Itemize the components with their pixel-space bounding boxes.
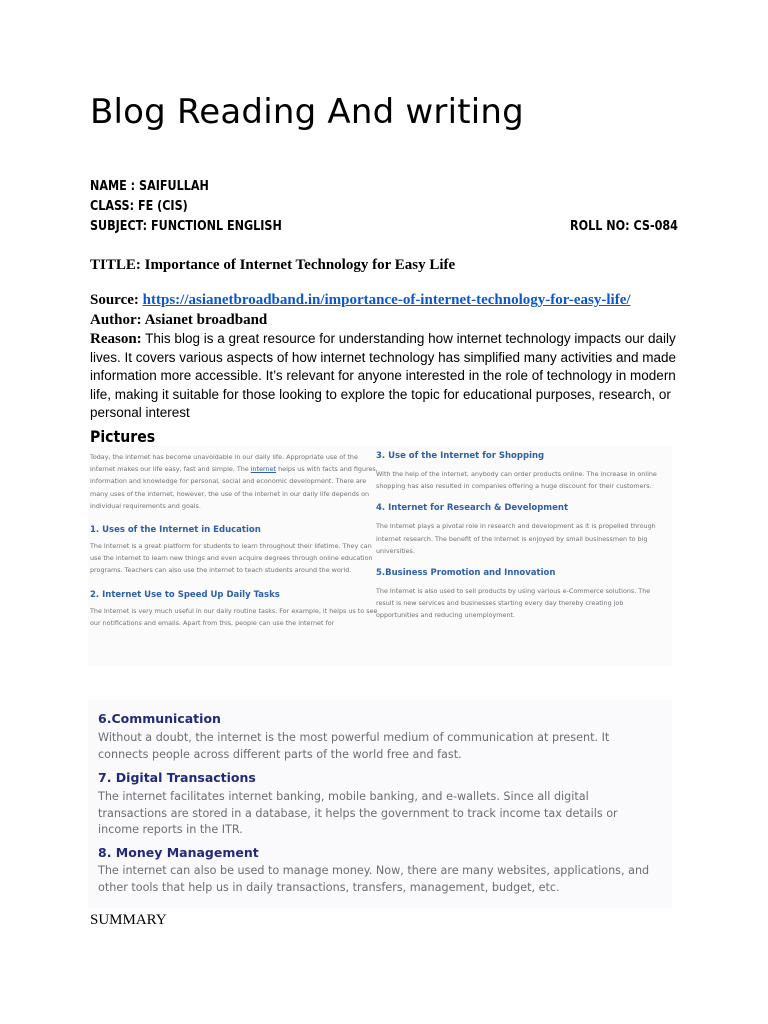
screenshot-right-column [376, 446, 666, 622]
source-label: Source: [90, 292, 139, 308]
intro-paragraph [90, 451, 380, 512]
section-text-transactions: The internet facilitates internet banking, mobile banking, and e-wallets. Since all digital transactions are stored in a database, it helps the government to track income tax details or income reports in the ITR. [98, 790, 618, 836]
student-class: CLASS: FE (CIS) [90, 199, 188, 214]
article-title: TITLE: Importance of Internet Technology for Easy Life [90, 257, 456, 273]
author-line: Author: Asianet broadband [90, 312, 268, 328]
intro-text-a: Today, the internet has become unavoidable in our daily life. Appropriate use of the internet makes our life easy, fast and simple. The [90, 453, 358, 474]
section-heading-communication: 6.Communication [98, 711, 221, 726]
source-link[interactable]: https://asianetbroadband.in/importance-of-internet-technology-for-easy-life/ [142, 292, 631, 308]
section-text-money: The internet can also be used to manage money. Now, there are many websites, applications, and other tools that help us in daily transactions, transfers, management, budget, etc. [98, 864, 650, 894]
section-text-communication: Without a doubt, the internet is the most powerful medium of communication at present. It connects people across different parts of the world free and fast. [98, 731, 610, 761]
section-text-education: The Internet is a great platform for students to learn throughout their lifetime. They can use the internet to learn new things and even acquire degrees through online education programs. Teachers can also use the internet to teach students around the world. [90, 542, 373, 575]
student-subject: SUBJECT: FUNCTIONL ENGLISH [90, 219, 282, 234]
section-heading-transactions: 7. Digital Transactions [98, 770, 256, 785]
section-heading-research: 4. Internet for Research & Development [376, 503, 569, 514]
section-heading-money: 8. Money Management [98, 845, 259, 860]
article-screenshot-2 [88, 700, 672, 908]
screenshot-left-column [90, 446, 380, 629]
student-name: NAME : SAIFULLAH [90, 179, 209, 194]
reason-label: Reason: [90, 331, 142, 347]
source-line [90, 292, 631, 309]
summary-heading: SUMMARY [90, 912, 167, 928]
section-text-shopping: With the help of the internet, anybody can order products online. The increase in online shopping has also resulted in companies offering a huge discount for their customers. [376, 470, 657, 491]
intro-text-b: helps us with facts and figures, information and knowledge for personal, social and economic development. There are many uses of the internet, however, the use of the internet in our daily life depends on individual requirements and goals. [90, 465, 378, 510]
section-heading-daily-tasks: 2. Internet Use to Speed Up Daily Tasks [90, 589, 280, 600]
pictures-heading: Pictures [90, 427, 156, 446]
page-title: Blog Reading And writing [90, 92, 524, 132]
section-heading-shopping: 3. Use of the Internet for Shopping [376, 451, 545, 461]
article-screenshot-1 [88, 446, 672, 666]
section-heading-business: 5.Business Promotion and Innovation [376, 568, 556, 579]
reason-paragraph [90, 330, 690, 423]
section-heading-education: 1. Uses of the Internet in Education [90, 525, 261, 536]
section-text-business: The Internet is also used to sell products by using various e-Commerce solutions. The result is new services and businesses starting every day thereby creating job opportunities and reducing unemployment. [376, 587, 651, 620]
section-text-daily-tasks: The Internet is very much useful in our daily routine tasks. For example, it helps us to see our notifications and emails. Apart from this, people can use the internet for [90, 606, 378, 627]
section-text-research: The Internet plays a pivotal role in research and development as it is propelled through internet research. The benefit of the internet is enjoyed by small businessmen to big universities. [376, 522, 656, 555]
reason-text: This blog is a great resource for understanding how internet technology impacts our daily lives. It covers various aspects of how internet technology has simplified many activities and made information more accessible. It’s relevant for anyone interested in the role of technology in modern life, making it suitable for those looking to explore the topic for educational purposes, research, or personal interest [90, 331, 677, 421]
internet-link[interactable]: internet [250, 465, 277, 474]
roll-number: ROLL NO: CS-084 [570, 219, 678, 234]
